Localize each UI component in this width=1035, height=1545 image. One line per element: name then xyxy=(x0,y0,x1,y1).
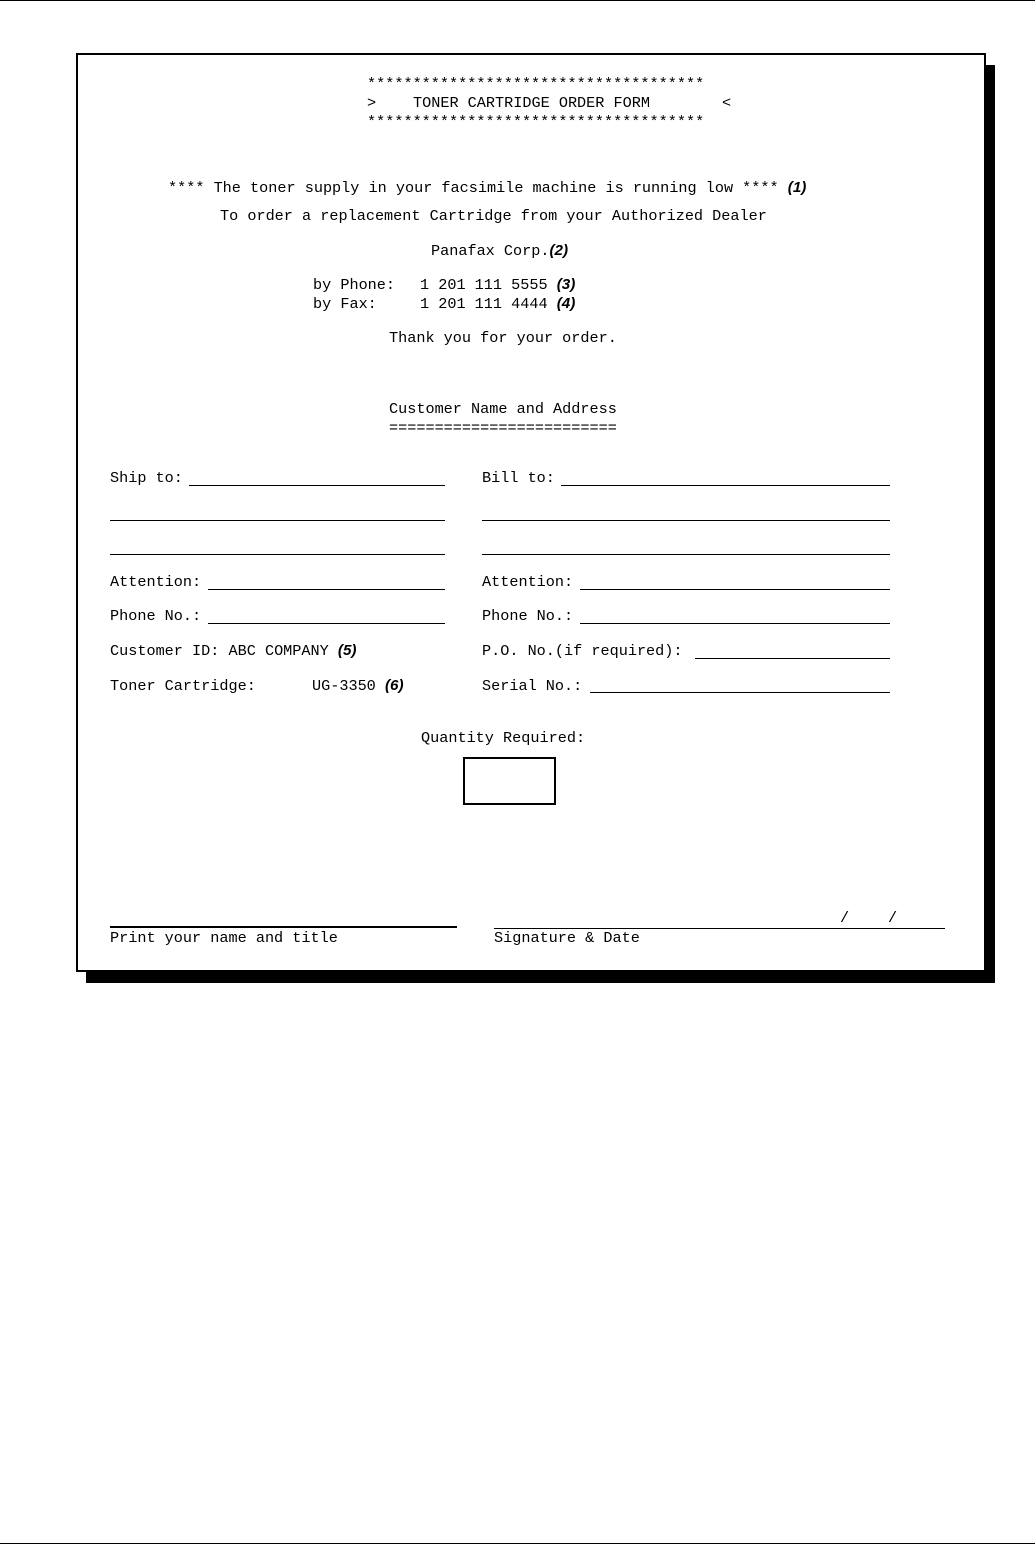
phone-no-field-left[interactable] xyxy=(208,623,445,624)
po-no-label: P.O. No.(if required): xyxy=(482,642,683,660)
quantity-box[interactable] xyxy=(463,757,556,805)
note-marker-6: (6) xyxy=(384,677,404,694)
header-right-marker: < xyxy=(722,94,732,112)
phone-no-label-right: Phone No.: xyxy=(482,607,574,625)
po-no-field[interactable] xyxy=(695,658,890,659)
signature-label: Signature & Date xyxy=(494,929,640,947)
attention-field-left[interactable] xyxy=(208,589,445,590)
dealer-phone: 1 201 111 5555 (3) xyxy=(420,276,576,294)
attention-label-right: Attention: xyxy=(482,573,574,591)
serial-no-field[interactable] xyxy=(590,692,890,693)
low-toner-notice: **** The toner supply in your facsimile machine is running low **** (1) xyxy=(168,179,807,197)
attention-field-right[interactable] xyxy=(580,589,890,590)
bottom-rule xyxy=(0,1543,1035,1544)
note-marker-2: (2) xyxy=(549,242,569,259)
customer-id: Customer ID: ABC COMPANY (5) xyxy=(110,642,357,660)
quantity-label: Quantity Required: xyxy=(421,729,586,747)
customer-heading: Customer Name and Address xyxy=(389,400,617,418)
bill-to-field[interactable] xyxy=(561,485,890,486)
dealer-phone-label: by Phone: xyxy=(313,276,396,294)
bill-to-label: Bill to: xyxy=(482,469,555,487)
attention-label-left: Attention: xyxy=(110,573,202,591)
order-form xyxy=(76,53,986,972)
bill-to-line-3[interactable] xyxy=(482,554,890,555)
toner-model: UG-3350 (6) xyxy=(312,677,404,695)
ship-to-line-3[interactable] xyxy=(110,554,445,555)
order-instruction: To order a replacement Cartridge from your Authorized Dealer xyxy=(220,207,767,225)
note-marker-4: (4) xyxy=(556,295,576,312)
ship-to-field[interactable] xyxy=(189,485,445,486)
form-title: TONER CARTRIDGE ORDER FORM xyxy=(413,94,650,112)
date-slash-2: / xyxy=(888,909,898,927)
phone-no-field-right[interactable] xyxy=(580,623,890,624)
dealer-fax-label: by Fax: xyxy=(313,295,377,313)
customer-heading-rule: ========================= xyxy=(389,419,617,437)
serial-no-label: Serial No.: xyxy=(482,677,583,695)
phone-no-label-left: Phone No.: xyxy=(110,607,202,625)
header-stars-top: ************************************* xyxy=(367,75,705,93)
note-marker-3: (3) xyxy=(556,276,576,293)
ship-to-label: Ship to: xyxy=(110,469,183,487)
thank-you-text: Thank you for your order. xyxy=(389,329,617,347)
print-name-line[interactable] xyxy=(110,926,457,928)
header-left-marker: > xyxy=(367,94,377,112)
note-marker-1: (1) xyxy=(787,179,807,196)
print-name-label: Print your name and title xyxy=(110,929,338,947)
toner-cartridge-label: Toner Cartridge: xyxy=(110,677,256,695)
header-stars-bottom: ************************************* xyxy=(367,113,705,131)
ship-to-line-2[interactable] xyxy=(110,520,445,521)
bill-to-line-2[interactable] xyxy=(482,520,890,521)
date-slash-1: / xyxy=(840,909,850,927)
note-marker-5: (5) xyxy=(337,642,357,659)
dealer-name: Panafax Corp.(2) xyxy=(431,242,569,260)
dealer-fax: 1 201 111 4444 (4) xyxy=(420,295,576,313)
top-rule xyxy=(0,0,1035,1)
